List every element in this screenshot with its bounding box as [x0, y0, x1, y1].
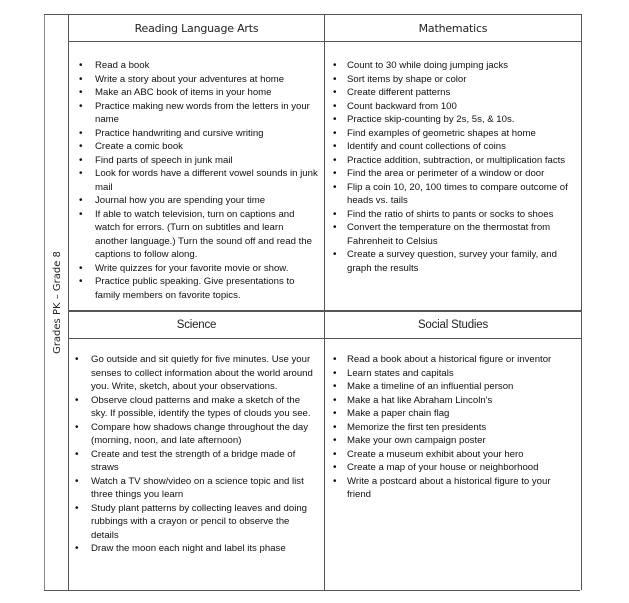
- list-item: • Practice addition, subtraction, or multiplication facts: [325, 154, 581, 168]
- reading-header: [69, 14, 324, 42]
- list-item: • Find parts of speech in junk mail: [69, 154, 324, 168]
- list-item: • Study plant patterns by collecting leaves and doing rubbings with a crayon or pencil to observe the details: [69, 502, 324, 543]
- list-item: • Write a story about your adventures at home: [69, 73, 324, 87]
- list-item: • Create and test the strength of a bridge made of straws: [69, 448, 324, 475]
- list-item: • Write quizzes for your favorite movie or show.: [69, 262, 324, 276]
- list-item: • Count backward from 100: [325, 100, 581, 114]
- social-cell: [325, 311, 581, 590]
- science-cell: [69, 311, 325, 590]
- bottom-rule: [44, 590, 580, 591]
- social-list: [325, 339, 581, 502]
- list-item: • Make your own campaign poster: [325, 434, 581, 448]
- list-item: • Observe cloud patterns and make a sketch of the sky. If possible, identify the types of clouds you see.: [69, 394, 324, 421]
- list-item: • Count to 30 while doing jumping jacks: [325, 59, 581, 73]
- list-item: • Journal how you are spending your time: [69, 194, 324, 208]
- grade-range-text: Grades PK – Grade 8: [51, 250, 63, 354]
- list-item: • Find examples of geometric shapes at home: [325, 127, 581, 141]
- reading-list: [69, 42, 324, 302]
- list-item: • Create a map of your house or neighborhood: [325, 461, 581, 475]
- math-list: [325, 42, 581, 275]
- grade-side-label: [46, 14, 68, 590]
- list-item: • Watch a TV show/video on a science topic and list three things you learn: [69, 475, 324, 502]
- science-list: [69, 339, 324, 556]
- science-title: Science: [176, 319, 217, 331]
- list-item: • Read a book about a historical figure or inventor: [325, 353, 581, 367]
- list-item: • Convert the temperature on the thermostat from Fahrenheit to Celsius: [325, 221, 581, 248]
- side-rule: [44, 14, 45, 590]
- subject-table: [68, 14, 582, 590]
- list-item: • Create different patterns: [325, 86, 581, 100]
- list-item: • Compare how shadows change throughout the day (morning, noon, and late afternoon): [69, 421, 324, 448]
- reading-title: Reading Language Arts: [134, 21, 259, 35]
- list-item: • Make a timeline of an influential person: [325, 380, 581, 394]
- list-item: • Practice skip-counting by 2s, 5s, & 10s.: [325, 113, 581, 127]
- list-item: • Read a book: [69, 59, 324, 73]
- math-cell: [325, 14, 581, 311]
- list-item: • Memorize the first ten presidents: [325, 421, 581, 435]
- list-item: • Make a paper chain flag: [325, 407, 581, 421]
- list-item: • Create a survey question, survey your family, and graph the results: [325, 248, 581, 275]
- list-item: • If able to watch television, turn on captions and watch for errors. (Turn on subtitles and learn another language.) Turn the sound off and read the captions to follow along.: [69, 208, 324, 262]
- list-item: • Look for words have a different vowel sounds in junk mail: [69, 167, 324, 194]
- top-rule: [44, 14, 580, 15]
- list-item: • Create a comic book: [69, 140, 324, 154]
- list-item: • Go outside and sit quietly for five minutes. Use your senses to collect information about the world around you. Write, sketch, about your observations.: [69, 353, 324, 394]
- list-item: • Make an ABC book of items in your home: [69, 86, 324, 100]
- list-item: • Practice handwriting and cursive writing: [69, 127, 324, 141]
- list-item: • Create a museum exhibit about your hero: [325, 448, 581, 462]
- list-item: • Identify and count collections of coins: [325, 140, 581, 154]
- math-header: [325, 14, 581, 42]
- list-item: • Write a postcard about a historical figure to your friend: [325, 475, 581, 502]
- list-item: • Flip a coin 10, 20, 100 times to compare outcome of heads vs. tails: [325, 181, 581, 208]
- list-item: • Find the ratio of shirts to pants or socks to shoes: [325, 208, 581, 222]
- social-title: Social Studies: [417, 319, 489, 331]
- list-item: • Learn states and capitals: [325, 367, 581, 381]
- social-header: [325, 311, 581, 339]
- science-header: [69, 311, 324, 339]
- list-item: • Draw the moon each night and label its phase: [69, 542, 324, 556]
- list-item: • Make a hat like Abraham Lincoln's: [325, 394, 581, 408]
- list-item: • Practice public speaking. Give presentations to family members on favorite topics.: [69, 275, 324, 302]
- list-item: • Sort items by shape or color: [325, 73, 581, 87]
- math-title: Mathematics: [418, 21, 488, 35]
- reading-cell: [69, 14, 325, 311]
- list-item: • Practice making new words from the letters in your name: [69, 100, 324, 127]
- list-item: • Find the area or perimeter of a window or door: [325, 167, 581, 181]
